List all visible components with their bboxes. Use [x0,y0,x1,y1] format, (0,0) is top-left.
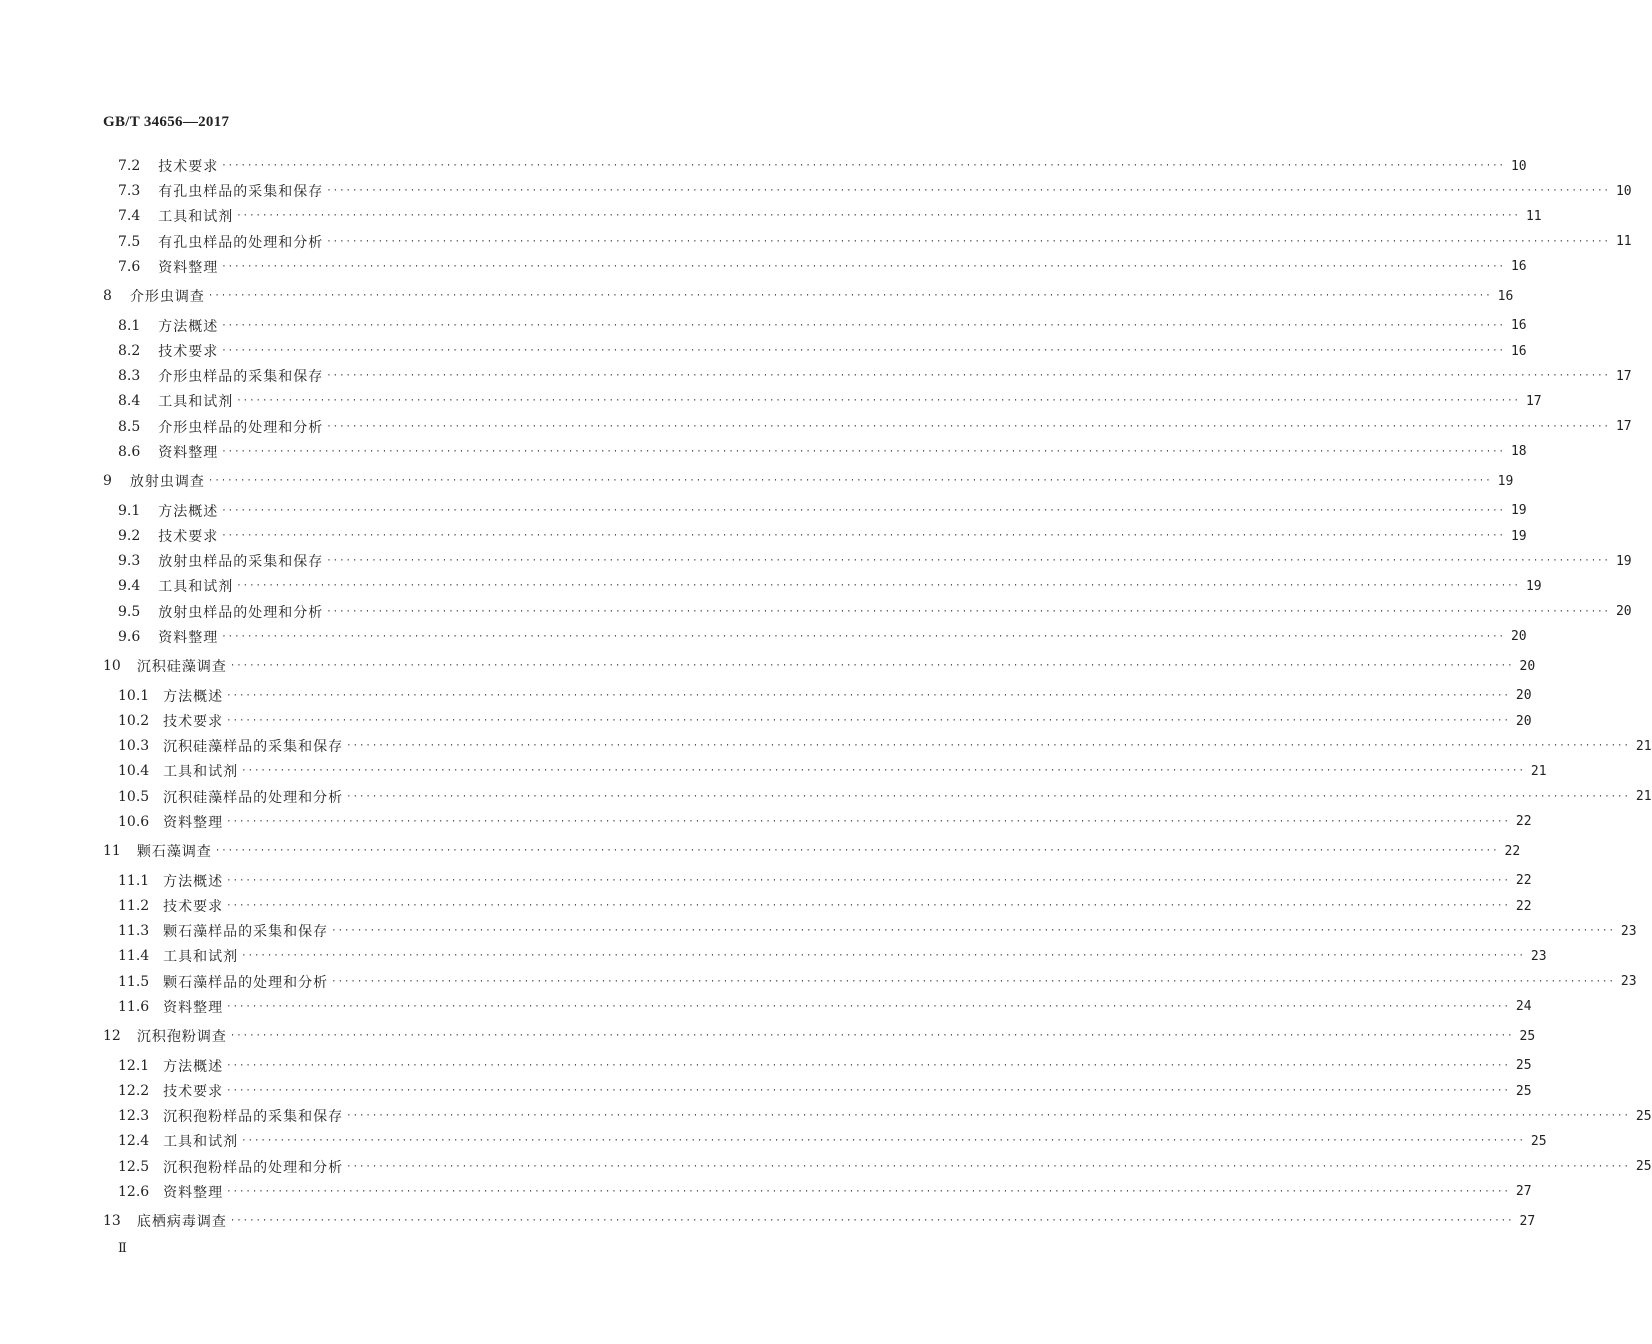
toc-entry[interactable] [0,735,1652,757]
toc-entry-number: 10 [103,658,121,675]
toc-entry-number: 8.2 [118,343,141,359]
toc-entry-number: 9.5 [118,603,141,620]
toc-entry[interactable] [0,601,1632,623]
toc-entry[interactable] [0,1025,1536,1047]
toc-entry[interactable] [0,710,1532,732]
toc-entry-title: 放射虫样品的采集和保存 [158,554,324,571]
dot-leader: ········································································································································································································ [221,531,1505,541]
toc-entry-page: 20 [1510,629,1527,645]
toc-entry[interactable] [0,786,1652,808]
toc-entry-number: 8.4 [118,393,141,410]
toc-entry-number: 11.2 [118,898,150,914]
toc-entry-title: 颗石藻调查 [136,844,212,861]
toc-entry-title: 放射虫样品的处理和分析 [158,604,324,621]
toc-entry-number: 11.1 [118,872,150,889]
dot-leader: ········································································································································································································ [346,1161,1630,1172]
dot-leader: ········································································································································································································ [221,320,1505,331]
toc-entry-page: 27 [1519,1213,1536,1229]
dot-leader: ········································································································································································································ [241,766,1525,777]
toc-entry-number: 13 [103,1213,121,1230]
toc-entry-title: 技术要求 [158,529,219,545]
dot-leader: ········································································································································································································ [331,926,1615,937]
document-code: GB/T 34656—2017 [103,114,230,130]
dot-leader: ········································································································································································································ [226,1001,1510,1012]
toc-entry[interactable] [0,205,1542,227]
toc-entry-number: 8.6 [118,443,141,460]
toc-entry-number: 10.5 [118,788,150,805]
toc-entry-title: 资料整理 [163,999,224,1016]
toc-entry[interactable] [0,575,1542,597]
toc-entry-page: 25 [1515,1058,1532,1074]
toc-entry-title: 底栖病毒调查 [136,1214,227,1231]
dot-leader: ········································································································································································································ [326,186,1610,197]
toc-entry-page: 18 [1510,444,1527,460]
toc-entry-number: 10.6 [118,813,150,830]
dot-leader: ········································································································································································································ [221,346,1505,356]
dot-leader: ········································································································································································································ [226,901,1510,911]
dot-leader: ········································································································································································································ [346,1111,1630,1122]
dot-leader: ········································································································································································································ [221,261,1505,272]
toc-entry-number: 11.3 [118,923,150,940]
toc-entry-page: 17 [1525,393,1542,409]
toc-entry-page: 11 [1615,234,1632,250]
toc-entry-page: 23 [1620,923,1637,939]
toc-entry-page: 20 [1515,688,1532,704]
toc-entry-page: 25 [1519,1028,1536,1044]
toc-entry[interactable] [0,1130,1547,1152]
toc-entry-number: 9.4 [118,578,141,595]
dot-leader: ········································································································································································································ [226,1186,1510,1197]
toc-entry-title: 颗石藻样品的采集和保存 [163,924,329,941]
dot-leader: ········································································································································································································ [214,846,1499,857]
toc-entry-page: 25 [1530,1133,1547,1149]
toc-entry[interactable] [0,895,1532,917]
toc-entry-number: 8.1 [118,317,141,334]
toc-entry-number: 12.4 [118,1133,150,1150]
dot-leader: ········································································································································································································ [221,631,1505,642]
toc-entry-page: 20 [1515,713,1532,729]
dot-leader: ········································································································································································································ [207,291,1492,302]
toc-entry[interactable] [0,760,1547,782]
toc-entry-number: 9.6 [118,628,141,645]
toc-entry-page: 19 [1510,528,1527,544]
toc-entry-title: 颗石藻样品的处理和分析 [163,974,329,991]
toc-entry[interactable] [0,525,1527,547]
toc-entry-title: 介形虫调查 [129,289,205,306]
toc-entry-page: 11 [1525,208,1542,224]
toc-entry-page: 22 [1504,843,1521,859]
toc-entry-page: 25 [1515,1083,1532,1099]
toc-entry-title: 介形虫样品的采集和保存 [158,369,324,386]
toc-entry-title: 沉积硅藻样品的处理和分析 [163,789,344,806]
toc-entry-page: 24 [1515,999,1532,1015]
toc-entry-title: 资料整理 [163,814,224,831]
toc-entry-number: 11.4 [118,948,150,965]
toc-entry[interactable] [0,231,1632,253]
toc-entry[interactable] [0,340,1527,362]
toc-entry[interactable] [0,470,1514,492]
toc-entry-page: 21 [1530,763,1547,779]
toc-entry-title: 资料整理 [158,629,219,646]
toc-entry-number: 12 [103,1028,121,1045]
toc-entry-title: 介形虫样品的处理和分析 [158,419,324,436]
toc-entry[interactable] [0,315,1527,337]
toc-entry-title: 工具和试剂 [163,764,239,781]
toc-entry-page: 21 [1635,789,1652,805]
toc-entry[interactable] [0,685,1532,707]
toc-entry-number: 11.6 [118,998,150,1015]
toc-entry-number: 10.1 [118,687,150,704]
toc-entry[interactable] [0,971,1637,993]
toc-entry-page: 20 [1615,604,1632,620]
toc-entry-number: 10.4 [118,763,150,780]
toc-entry-page: 22 [1515,873,1532,889]
toc-entry-page: 19 [1615,553,1632,569]
toc-entry-page: 23 [1620,974,1637,990]
toc-entry-title: 放射虫调查 [129,474,205,491]
toc-entry[interactable] [0,1055,1532,1077]
dot-leader: ········································································································································································································ [346,791,1630,802]
toc-entry-number: 8.3 [118,368,141,385]
dot-leader: ········································································································································································································ [326,606,1610,617]
toc-entry-page: 16 [1510,343,1527,359]
toc-entry-page: 17 [1615,419,1632,435]
toc-entry[interactable] [0,840,1521,862]
toc-entry-title: 技术要求 [158,159,219,175]
toc-entry[interactable] [0,285,1514,307]
toc-entry-number: 9 [103,473,112,490]
toc-entry[interactable] [0,1080,1532,1102]
toc-entry-number: 12.5 [118,1158,150,1175]
toc-entry-page: 10 [1510,158,1527,174]
toc-entry-title: 方法概述 [163,1058,224,1075]
toc-entry-title: 工具和试剂 [158,579,234,596]
toc-entry-title: 有孔虫样品的采集和保存 [158,184,324,201]
dot-leader: ········································································································································································································ [221,161,1505,171]
dot-leader: ········································································································································································································ [236,581,1520,592]
dot-leader: ········································································································································································································ [236,396,1520,407]
dot-leader: ········································································································································································································ [226,716,1510,726]
dot-leader: ········································································································································································································ [226,690,1510,701]
dot-leader: ········································································································································································································ [236,211,1520,222]
dot-leader: ········································································································································································································ [221,446,1505,457]
dot-leader: ········································································································································································································ [229,661,1514,672]
toc-entry[interactable] [0,390,1542,412]
toc-entry-number: 9.1 [118,502,141,519]
dot-leader: ········································································································································································································ [326,371,1610,382]
toc-entry-page: 17 [1615,368,1632,384]
toc-entry[interactable] [0,500,1527,522]
toc-entry-title: 方法概述 [163,688,224,705]
toc-entry-number: 8 [103,288,112,305]
dot-leader: ········································································································································································································ [226,875,1510,886]
toc-entry[interactable] [0,1105,1652,1127]
toc-entry-page: 22 [1515,898,1532,914]
toc-entry-title: 资料整理 [158,259,219,276]
toc-entry-number: 10.3 [118,738,150,755]
toc-entry[interactable] [0,365,1632,387]
toc-entry-title: 技术要求 [163,899,224,915]
toc-entry-title: 资料整理 [163,1184,224,1201]
toc-entry-number: 8.5 [118,418,141,435]
toc-entry[interactable] [0,1210,1536,1232]
toc-entry-title: 沉积孢粉调查 [136,1029,227,1046]
toc-entry-number: 7.2 [118,158,141,174]
toc-entry[interactable] [0,811,1532,833]
toc-entry-page: 27 [1515,1184,1532,1200]
toc-entry[interactable] [0,870,1532,892]
toc-entry[interactable] [0,256,1527,278]
toc-entry-number: 7.4 [118,208,141,225]
toc-entry-title: 方法概述 [163,873,224,890]
toc-entry[interactable] [0,416,1632,438]
toc-entry[interactable] [0,920,1637,942]
toc-entry-title: 沉积孢粉样品的处理和分析 [163,1159,344,1176]
toc-entry-number: 7.5 [118,233,141,250]
dot-leader: ········································································································································································································ [226,1086,1510,1096]
toc-entry[interactable] [0,180,1632,202]
page-number: Ⅱ [118,1241,127,1256]
toc-entry[interactable] [0,550,1632,572]
toc-entry-number: 12.1 [118,1057,150,1074]
toc-entry[interactable] [0,626,1527,648]
toc-entry-number: 12.3 [118,1108,150,1125]
toc-entry-number: 12.2 [118,1083,150,1099]
toc-entry[interactable] [0,655,1536,677]
toc-entry-title: 资料整理 [158,444,219,461]
toc-entry-title: 沉积孢粉样品的采集和保存 [163,1109,344,1126]
dot-leader: ········································································································································································································ [331,976,1615,987]
toc-entry-title: 有孔虫样品的处理和分析 [158,234,324,251]
toc-entry-title: 技术要求 [158,344,219,360]
toc-entry[interactable] [0,155,1527,177]
toc-entry-number: 10.2 [118,713,150,729]
toc-entry[interactable] [0,945,1547,967]
toc-entry-title: 沉积硅藻调查 [136,659,227,676]
toc-entry-number: 9.3 [118,553,141,570]
dot-leader: ········································································································································································································ [326,421,1610,432]
toc-entry-page: 25 [1635,1108,1652,1124]
toc-entry-title: 技术要求 [163,1084,224,1100]
dot-leader: ········································································································································································································ [241,951,1525,962]
toc-entry-number: 9.2 [118,528,141,544]
toc-entry[interactable] [0,1181,1532,1203]
toc-entry-number: 7.6 [118,258,141,275]
toc-entry-page: 20 [1519,658,1536,674]
dot-leader: ········································································································································································································ [346,741,1630,752]
toc-entry-page: 21 [1635,738,1652,754]
toc-entry-page: 25 [1635,1159,1652,1175]
toc-entry-title: 方法概述 [158,503,219,520]
toc-entry-title: 工具和试剂 [158,209,234,226]
toc-entry-number: 11 [103,843,121,860]
toc-entry-page: 16 [1510,259,1527,275]
dot-leader: ········································································································································································································ [207,476,1492,487]
toc-entry-title: 工具和试剂 [158,394,234,411]
toc-entry-number: 7.3 [118,183,141,200]
toc-entry-page: 19 [1525,578,1542,594]
dot-leader: ········································································································································································································ [221,505,1505,516]
toc-entry[interactable] [0,996,1532,1018]
dot-leader: ········································································································································································································ [229,1031,1514,1042]
toc-entry-page: 23 [1530,948,1547,964]
toc-entry-number: 11.5 [118,973,150,990]
toc-entry-number: 12.6 [118,1183,150,1200]
toc-entry[interactable] [0,441,1527,463]
dot-leader: ········································································································································································································ [229,1216,1514,1227]
dot-leader: ········································································································································································································ [326,556,1610,567]
toc-entry-title: 工具和试剂 [163,1134,239,1151]
toc-entry-page: 16 [1497,288,1514,304]
toc-entry-page: 22 [1515,814,1532,830]
dot-leader: ········································································································································································································ [326,236,1610,247]
toc-entry-title: 技术要求 [163,714,224,730]
toc-entry[interactable] [0,1156,1652,1178]
toc-entry-page: 19 [1510,503,1527,519]
dot-leader: ········································································································································································································ [226,1060,1510,1071]
toc-entry-title: 工具和试剂 [163,949,239,966]
dot-leader: ········································································································································································································ [226,816,1510,827]
toc-entry-title: 沉积硅藻样品的采集和保存 [163,739,344,756]
toc-entry-title: 方法概述 [158,318,219,335]
dot-leader: ········································································································································································································ [241,1136,1525,1147]
toc-entry-page: 16 [1510,318,1527,334]
toc-entry-page: 10 [1615,183,1632,199]
toc-entry-page: 19 [1497,473,1514,489]
